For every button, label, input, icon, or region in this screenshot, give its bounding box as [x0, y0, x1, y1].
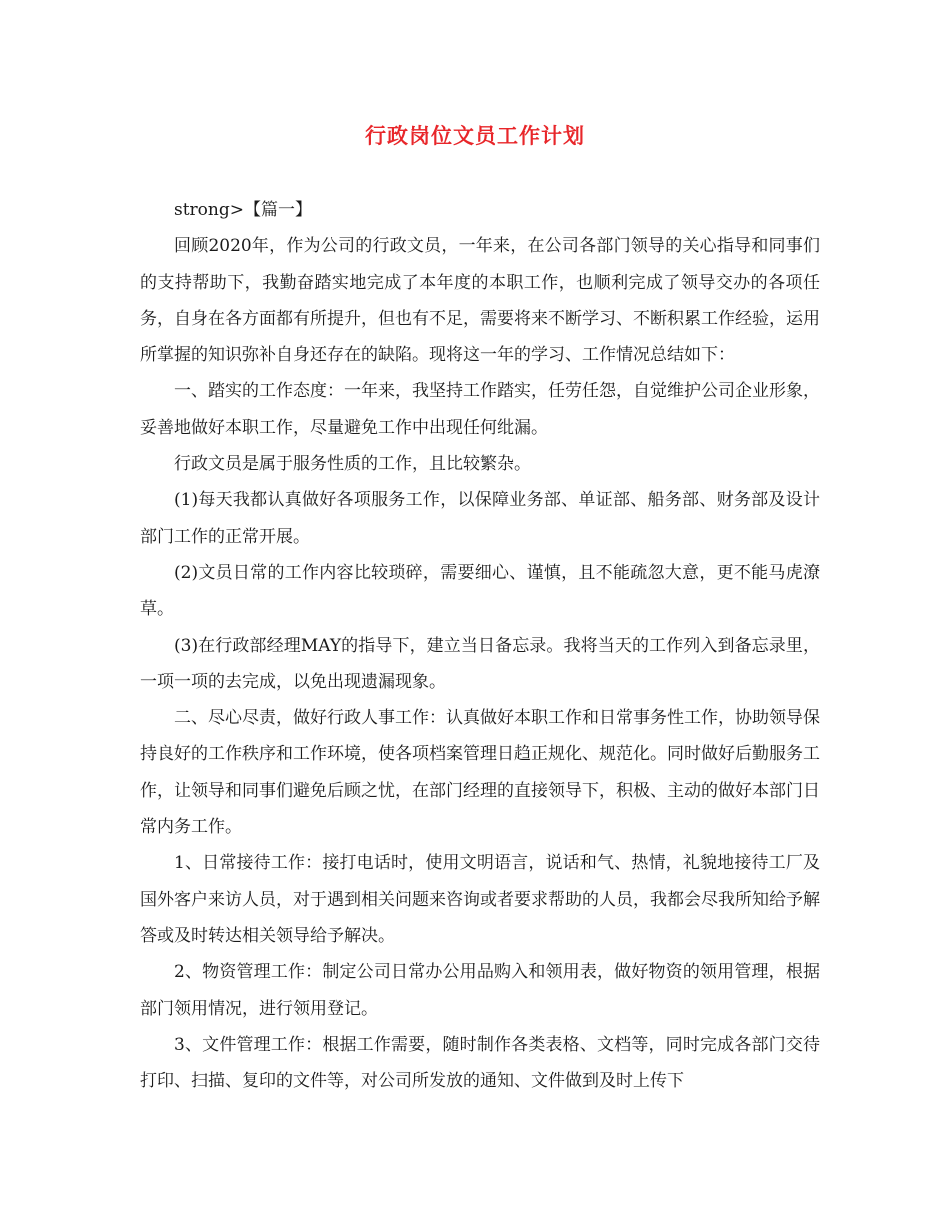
- document-body: [140, 192, 820, 1099]
- paragraph: 2、物资管理工作：制定公司日常办公用品购入和领用表，做好物资的领用管理，根据部门领用情况，进行领用登记。: [140, 962, 820, 1019]
- document-title: 行政岗位文员工作计划: [365, 123, 585, 148]
- paragraph: 回顾2020年，作为公司的行政文员，一年来，在公司各部门领导的关心指导和同事们的支持帮助下，我勤奋踏实地完成了本年度的本职工作，也顺利完成了领导交办的各项任务，自身在各方面都有所提升，但也有不足，需要将来不断学习、不断积累工作经验，运用所掌握的知识弥补自身还存在的缺陷。现将这一年的学习、工作情况总结如下：: [140, 236, 820, 366]
- section-heading: strong>【篇一】: [174, 200, 312, 220]
- paragraph: 行政文员是属于服务性质的工作，且比较繁杂。: [174, 454, 531, 475]
- paragraph: 二、尽心尽责，做好行政人事工作：认真做好本职工作和日常事务性工作，协助领导保持良好的工作秩序和工作环境，使各项档案管理日趋正规化、规范化。同时做好后勤服务工作，让领导和同事们避免后顾之忧，在部门经理的直接领导下，积极、主动的做好本部门日常内务工作。: [140, 708, 820, 838]
- paragraph: (3)在行政部经理MAY的指导下，建立当日备忘录。我将当天的工作列入到备忘录里，一项一项的去完成，以免出现遗漏现象。: [140, 635, 820, 692]
- paragraph: 1、日常接待工作：接打电话时，使用文明语言，说话和气、热情，礼貌地接待工厂及国外客户来访人员，对于遇到相关问题来咨询或者要求帮助的人员，我都会尽我所知给予解答或及时转达相关领导给予解决。: [140, 853, 820, 946]
- paragraph: 一、踏实的工作态度：一年来，我坚持工作踏实，任劳任怨，自觉维护公司企业形象，妥善地做好本职工作，尽量避免工作中出现任何纰漏。: [140, 381, 820, 438]
- paragraph: (2)文员日常的工作内容比较琐碎，需要细心、谨慎，且不能疏忽大意，更不能马虎潦草。: [140, 562, 820, 620]
- paragraph: (1)每天我都认真做好各项服务工作，以保障业务部、单证部、船务部、财务部及设计部门工作的正常开展。: [140, 490, 820, 547]
- paragraph: 3、文件管理工作：根据工作需要，随时制作各类表格、文档等，同时完成各部门交待打印、扫描、复印的文件等，对公司所发放的通知、文件做到及时上传下: [140, 1034, 820, 1092]
